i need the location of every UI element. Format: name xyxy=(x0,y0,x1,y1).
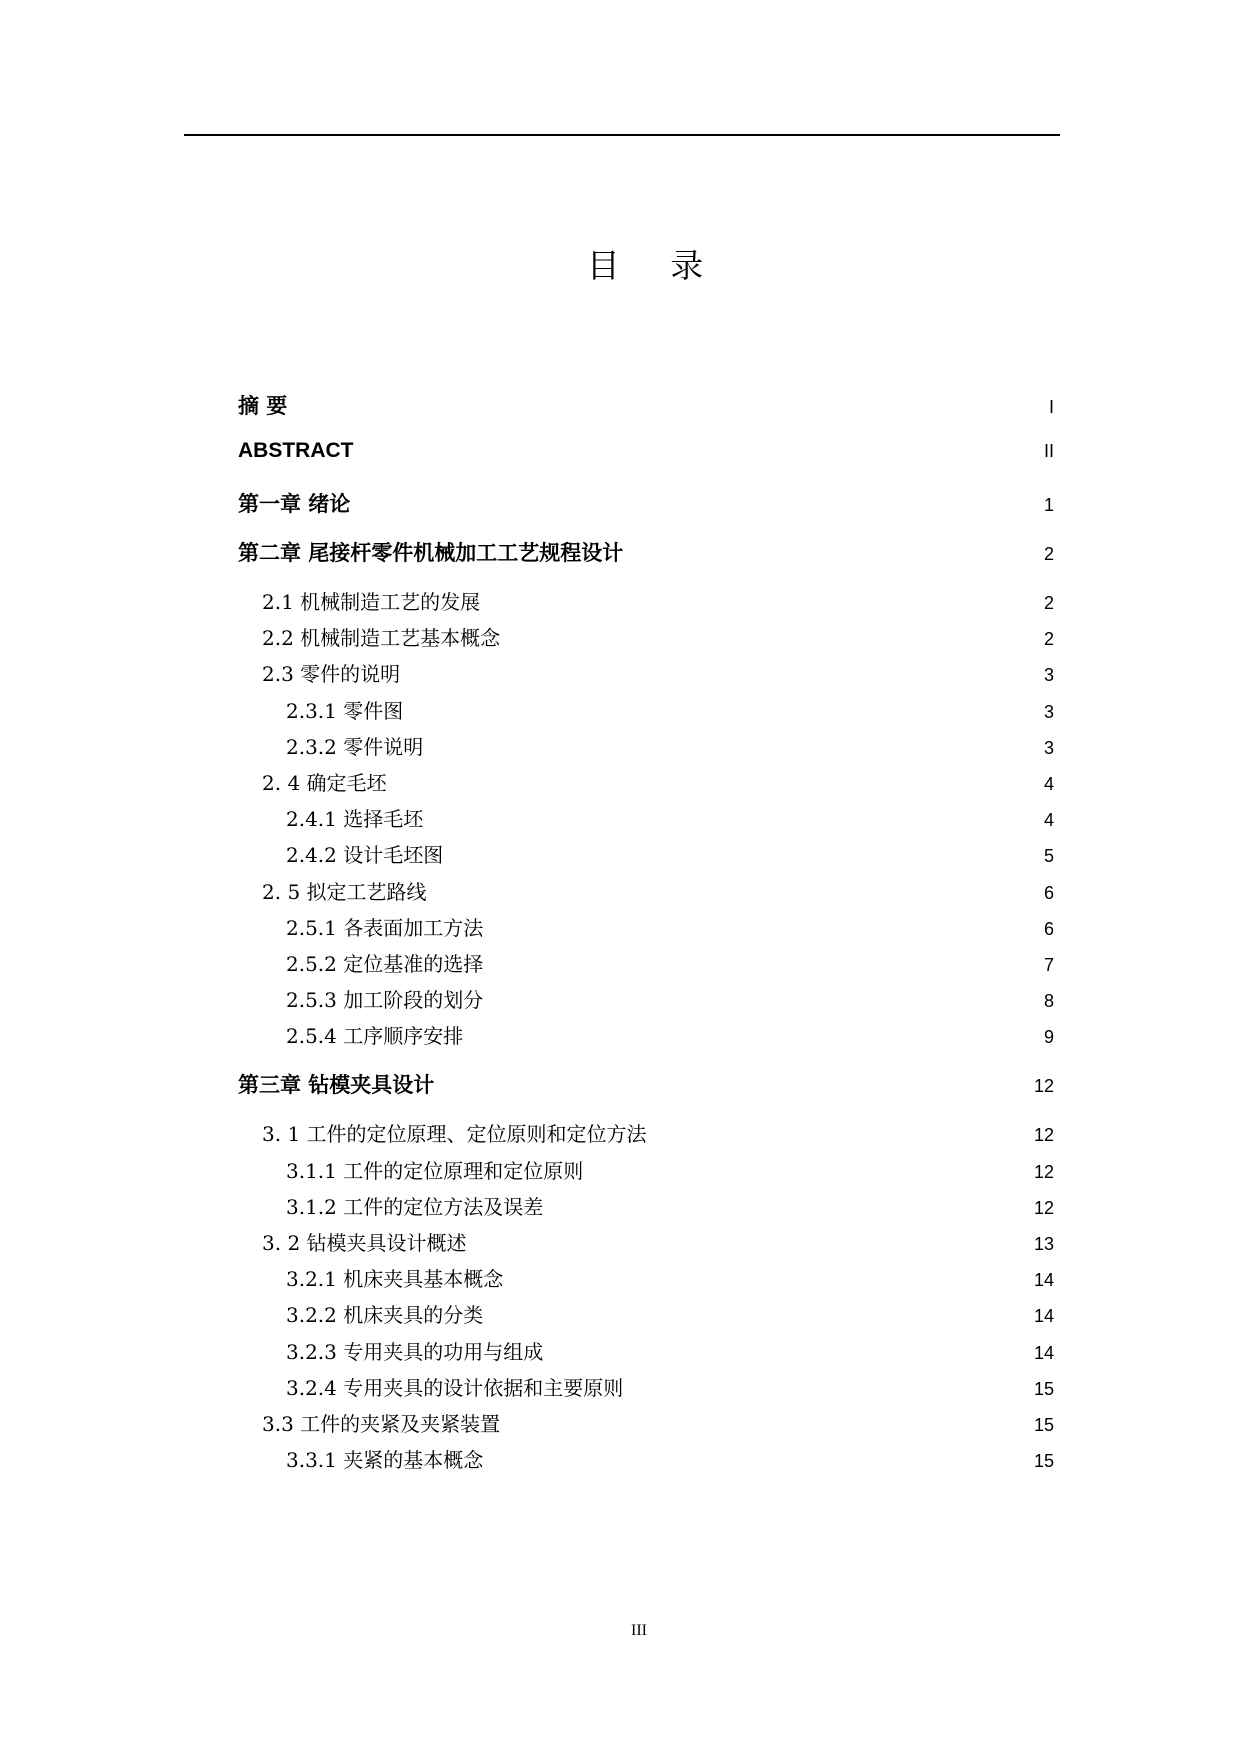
dot-leader xyxy=(546,1358,1033,1359)
toc-entry[interactable] xyxy=(262,586,1054,615)
toc-entry-page: 15 xyxy=(1033,1378,1054,1399)
toc-entry-label: ABSTRACT xyxy=(238,439,354,462)
toc-entry-label: 2.2 机械制造工艺基本概念 xyxy=(262,626,501,651)
dot-leader xyxy=(426,825,1043,826)
dot-leader xyxy=(486,1466,1033,1467)
toc-entry-page: 7 xyxy=(1043,955,1054,975)
toc-entry[interactable] xyxy=(286,1444,1054,1473)
dot-leader xyxy=(503,644,1043,645)
toc-entry-label: 2. 4 确定毛坯 xyxy=(262,771,387,795)
toc-entry-page: 6 xyxy=(1043,918,1054,939)
toc-entry-page: 14 xyxy=(1033,1270,1054,1291)
toc-entry-page: 4 xyxy=(1043,774,1054,794)
toc-entry[interactable] xyxy=(286,695,1054,724)
toc-entry-page: 4 xyxy=(1043,810,1054,831)
toc-entry[interactable] xyxy=(262,1408,1054,1437)
dot-leader xyxy=(503,1430,1033,1431)
toc-entry-label: 3.3 工件的夹紧及夹紧装置 xyxy=(262,1412,501,1436)
dot-leader xyxy=(406,717,1043,718)
toc-entry-label: 2.5.2 定位基准的选择 xyxy=(286,952,484,976)
dot-leader xyxy=(546,1213,1033,1214)
toc-entry[interactable] xyxy=(238,390,1054,420)
dot-leader xyxy=(483,608,1043,609)
header-rule xyxy=(184,134,1060,136)
toc-entry[interactable] xyxy=(286,1155,1054,1184)
toc-entry-page: 14 xyxy=(1033,1306,1054,1327)
dot-leader xyxy=(353,510,1043,511)
toc-entry-page: 6 xyxy=(1043,882,1054,903)
dot-leader xyxy=(403,680,1043,681)
toc-entry[interactable] xyxy=(286,948,1054,977)
toc-entry-page: 1 xyxy=(1043,495,1054,515)
dot-leader xyxy=(486,1006,1043,1007)
dot-leader xyxy=(486,934,1043,935)
toc-entry-page: 2 xyxy=(1043,629,1054,650)
toc-entry-label: 3.1.2 工件的定位方法及误差 xyxy=(286,1194,544,1219)
toc-entry-page: 3 xyxy=(1043,665,1054,686)
toc-entry[interactable] xyxy=(286,1020,1054,1049)
toc-entry-label: 2.5.4 工序顺序安排 xyxy=(286,1024,464,1049)
toc-entry-label: 2.3.2 零件说明 xyxy=(286,734,424,759)
toc-entry-label: 3. 2 钻模夹具设计概述 xyxy=(262,1231,467,1255)
toc-entry[interactable] xyxy=(286,803,1054,832)
toc-entry-label: 2.5.3 加工阶段的划分 xyxy=(286,988,484,1013)
toc-entry-label: 3.2.4 专用夹具的设计依据和主要原则 xyxy=(286,1375,624,1400)
dot-leader xyxy=(486,970,1043,971)
toc-entry-page: 13 xyxy=(1033,1234,1054,1254)
toc-entry-page: 8 xyxy=(1043,991,1054,1012)
toc-entry-label: 第二章 尾接杆零件机械加工工艺规程设计 xyxy=(238,541,624,565)
toc-entry-label: 3.3.1 夹紧的基本概念 xyxy=(286,1448,484,1473)
toc-entry[interactable] xyxy=(238,537,1054,567)
toc-entry[interactable] xyxy=(238,1069,1054,1099)
toc-entry[interactable] xyxy=(286,1299,1054,1328)
toc-entry-label: 3.2.1 机床夹具基本概念 xyxy=(286,1267,504,1292)
toc-entry[interactable] xyxy=(262,658,1054,687)
toc-title: 目 录 xyxy=(586,246,724,285)
dot-leader xyxy=(426,753,1043,754)
dot-leader xyxy=(486,1321,1033,1322)
toc-entry-page: 15 xyxy=(1033,1451,1054,1472)
toc-entry-page: 2 xyxy=(1043,593,1054,613)
toc-entry-label: 2. 5 拟定工艺路线 xyxy=(262,879,427,904)
toc-entry[interactable] xyxy=(262,1118,1054,1147)
toc-entry-label: 2.1 机械制造工艺的发展 xyxy=(262,590,481,614)
dot-leader xyxy=(446,861,1043,862)
toc-entry-page: 3 xyxy=(1043,737,1054,758)
toc-entry-page: 14 xyxy=(1033,1342,1054,1363)
toc-entry-label: 摘 要 xyxy=(238,394,288,418)
toc-entry[interactable] xyxy=(286,1263,1054,1292)
toc-entry[interactable] xyxy=(262,1227,1054,1256)
toc-entry[interactable] xyxy=(286,1336,1054,1365)
toc-entry[interactable] xyxy=(286,1372,1054,1401)
toc-entry-page: 15 xyxy=(1033,1415,1054,1435)
toc-entry-label: 2.4.1 选择毛坯 xyxy=(286,807,424,832)
toc-entry-label: 2.5.1 各表面加工方法 xyxy=(286,915,484,940)
toc-entry-label: 2.3.1 零件图 xyxy=(286,698,404,723)
toc-entry-page: 12 xyxy=(1033,1076,1054,1097)
toc-entry-page: 12 xyxy=(1033,1197,1054,1218)
toc-entry-page: 5 xyxy=(1043,846,1054,867)
toc-entry-label: 3.2.2 机床夹具的分类 xyxy=(286,1303,484,1328)
toc-entry-page: 2 xyxy=(1043,544,1054,564)
dot-leader xyxy=(430,898,1043,899)
toc-entry-page: 12 xyxy=(1033,1125,1054,1146)
dot-leader xyxy=(290,412,1048,413)
toc-entry-label: 3. 1 工件的定位原理、定位原则和定位方法 xyxy=(262,1122,647,1147)
page-number: III xyxy=(631,1622,647,1639)
toc-entry-page: 12 xyxy=(1033,1161,1054,1182)
dot-leader xyxy=(390,789,1043,790)
dot-leader xyxy=(357,456,1043,457)
dot-leader xyxy=(466,1042,1043,1043)
dot-leader xyxy=(506,1285,1033,1286)
toc-entry-label: 2.4.2 设计毛坯图 xyxy=(286,843,444,868)
toc-entry-page: 9 xyxy=(1043,1027,1054,1048)
toc-entry[interactable] xyxy=(262,622,1054,651)
dot-leader xyxy=(626,559,1043,560)
toc-entry-label: 第三章 钻模夹具设计 xyxy=(238,1073,435,1098)
dot-leader xyxy=(437,1091,1033,1092)
toc-entry[interactable] xyxy=(262,767,1054,796)
toc-entry-label: 3.1.1 工件的定位原理和定位原则 xyxy=(286,1158,584,1183)
dot-leader xyxy=(470,1249,1033,1250)
toc-entry[interactable] xyxy=(286,839,1054,868)
toc-entry[interactable] xyxy=(286,912,1054,941)
toc-entry-label: 第一章 绪论 xyxy=(238,492,351,516)
toc-entry[interactable] xyxy=(262,876,1054,905)
toc-entry-page: 3 xyxy=(1043,701,1054,722)
toc-entry-page: II xyxy=(1043,441,1054,461)
dot-leader xyxy=(626,1394,1033,1395)
toc-entry[interactable] xyxy=(286,731,1054,760)
toc-entry-label: 3.2.3 专用夹具的功用与组成 xyxy=(286,1339,544,1364)
dot-leader xyxy=(650,1140,1033,1141)
toc-entry[interactable] xyxy=(286,1191,1054,1220)
toc-entry-page: I xyxy=(1048,397,1054,417)
toc-entry[interactable] xyxy=(238,439,1054,463)
toc-entry[interactable] xyxy=(286,984,1054,1013)
dot-leader xyxy=(586,1177,1033,1178)
toc-entry[interactable] xyxy=(238,488,1054,518)
toc-entry-label: 2.3 零件的说明 xyxy=(262,662,401,687)
